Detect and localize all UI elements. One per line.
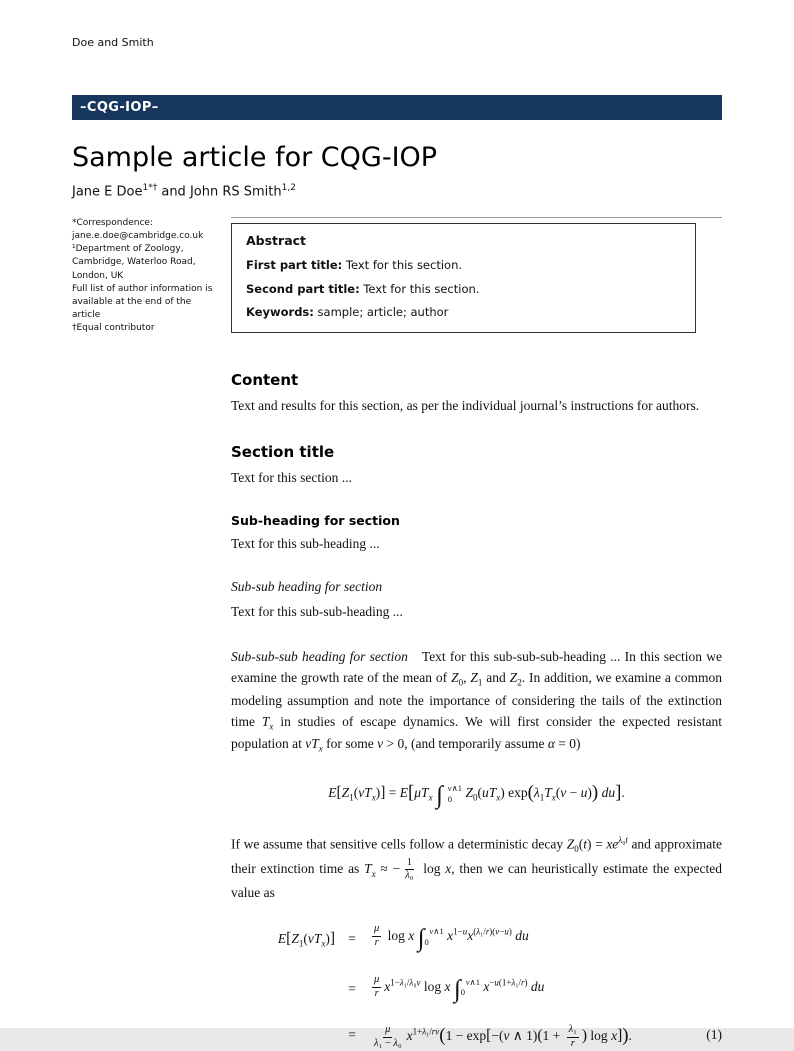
subsubsection-heading: Sub-sub heading for section xyxy=(231,579,383,595)
equals-sign: = xyxy=(348,1027,356,1043)
correspondence-block xyxy=(72,217,231,334)
abstract-heading: Abstract xyxy=(246,233,307,249)
section-heading-content: Content xyxy=(231,370,299,389)
abstract-item xyxy=(246,281,681,298)
article-title: Sample article for CQG-IOP xyxy=(72,142,438,173)
abstract-box xyxy=(231,223,696,333)
section-heading-title: Section title xyxy=(231,442,335,461)
paragraph: Text for this sub-sub-heading ... xyxy=(231,604,403,620)
equation-rhs: $\frac{\mu}{r}$ log x ∫ v∧1 0 $x^{1-u}x^{(\lambda_1/r)(v-u)}$ du xyxy=(374,923,529,952)
affiliation-line: Cambridge, Waterloo Road, xyxy=(72,257,196,268)
paragraph: Text and results for this section, as per the individual journal’s instructions for authors. xyxy=(231,398,700,413)
subsection-heading: Sub-heading for section xyxy=(231,513,400,529)
author-1-marks: 1*† xyxy=(142,183,158,193)
cqg-banner xyxy=(72,95,722,120)
paragraph-with-runin-heading xyxy=(231,647,722,757)
running-head: Doe and Smith xyxy=(72,36,154,49)
article-body xyxy=(231,369,722,1051)
author-2-marks: 1,2 xyxy=(281,183,296,193)
paragraph: Text for this sub-heading ... xyxy=(231,536,380,552)
correspondence-label: *Correspondence: xyxy=(72,218,153,229)
author-1-name: Jane E Doe xyxy=(72,184,143,200)
affiliation-line: ¹Department of Zoology, xyxy=(72,244,184,255)
abstract-item-label: First part title: xyxy=(246,258,343,273)
equation-number: (1) xyxy=(706,1027,722,1043)
paragraph-text: Text for this sub-sub-sub-heading ... In this section we examine the growth rate of the mean of $Z_0$, $Z_1$ and $Z_2$. In addition, we examine a common modeling assumption and note the importance of considering the tails of the extinction time $T_x$ in studies of escape dynamics. We will first consider the expected resistant population at $vT_x$ for some v > 0, (and temporarily assume α = 0) xyxy=(231,649,722,755)
abstract-item-label: Keywords: xyxy=(246,304,314,319)
equals-sign: = xyxy=(348,930,356,946)
abstract-item-text: Text for this section. xyxy=(345,258,463,273)
equals-sign: = xyxy=(348,981,356,997)
affiliation-line: London, UK xyxy=(72,270,124,281)
authors-joiner: and John RS Smith xyxy=(157,184,282,200)
equal-contributor-note: †Equal contributor xyxy=(72,322,155,333)
aligned-equations xyxy=(231,920,722,1051)
paragraph: If we assume that sensitive cells follow a deterministic decay $Z_0(t) = xe^{\lambda_0t}$ and approximate their extinction time as $T_x$ ≈ − $\frac{1}{\text{λ₀}}$ log x, then we can heuristically estimate the expected value as xyxy=(231,834,722,900)
runin-heading: Sub-sub-sub heading for section xyxy=(231,649,408,665)
abstract-item-text: Text for this section. xyxy=(363,281,480,296)
equation-lhs: $E[Z_1(vT_x)]$ xyxy=(277,929,335,949)
abstract-item-label: Second part title: xyxy=(246,281,360,296)
equation-rhs: $\frac{\mu}{r}$ $x^{1-\lambda_1/\lambda_0v}$ log x ∫ v∧1 0 $x^{-u(1+\lambda_1/r)}$ du xyxy=(374,974,545,1003)
abstract-column xyxy=(231,217,722,334)
abstract-item xyxy=(246,304,681,321)
equation-rhs: $\frac{\mu}{\text{λ₁ − λ₀}}$ $x^{1+\lambda_1/rv}(1 - \exp[-(v$ ∧ 1)(1 + $\frac{\text{λ₁}}{r}$ ) log x]). xyxy=(374,1023,632,1049)
paragraph: Text for this section ... xyxy=(231,470,352,486)
correspondence-email: jane.e.doe@cambridge.co.uk xyxy=(72,231,204,242)
abstract-item xyxy=(246,257,681,274)
header-info-row xyxy=(72,217,722,334)
banner-label: –CQG-IOP– xyxy=(80,100,159,115)
author-info-note: Full list of author information is xyxy=(72,283,213,294)
authors-line xyxy=(72,183,722,199)
author-info-note: available at the end of the article xyxy=(72,296,192,320)
header-divider xyxy=(231,217,722,218)
display-equation: $E[Z_1(vT_x)] = E[\mu T_x$ ∫ v∧1 0 $Z_0(uT_x) \exp(\lambda_1T_x(v - u))$ du]. xyxy=(328,781,625,809)
abstract-item-text: sample; article; author xyxy=(317,304,449,319)
